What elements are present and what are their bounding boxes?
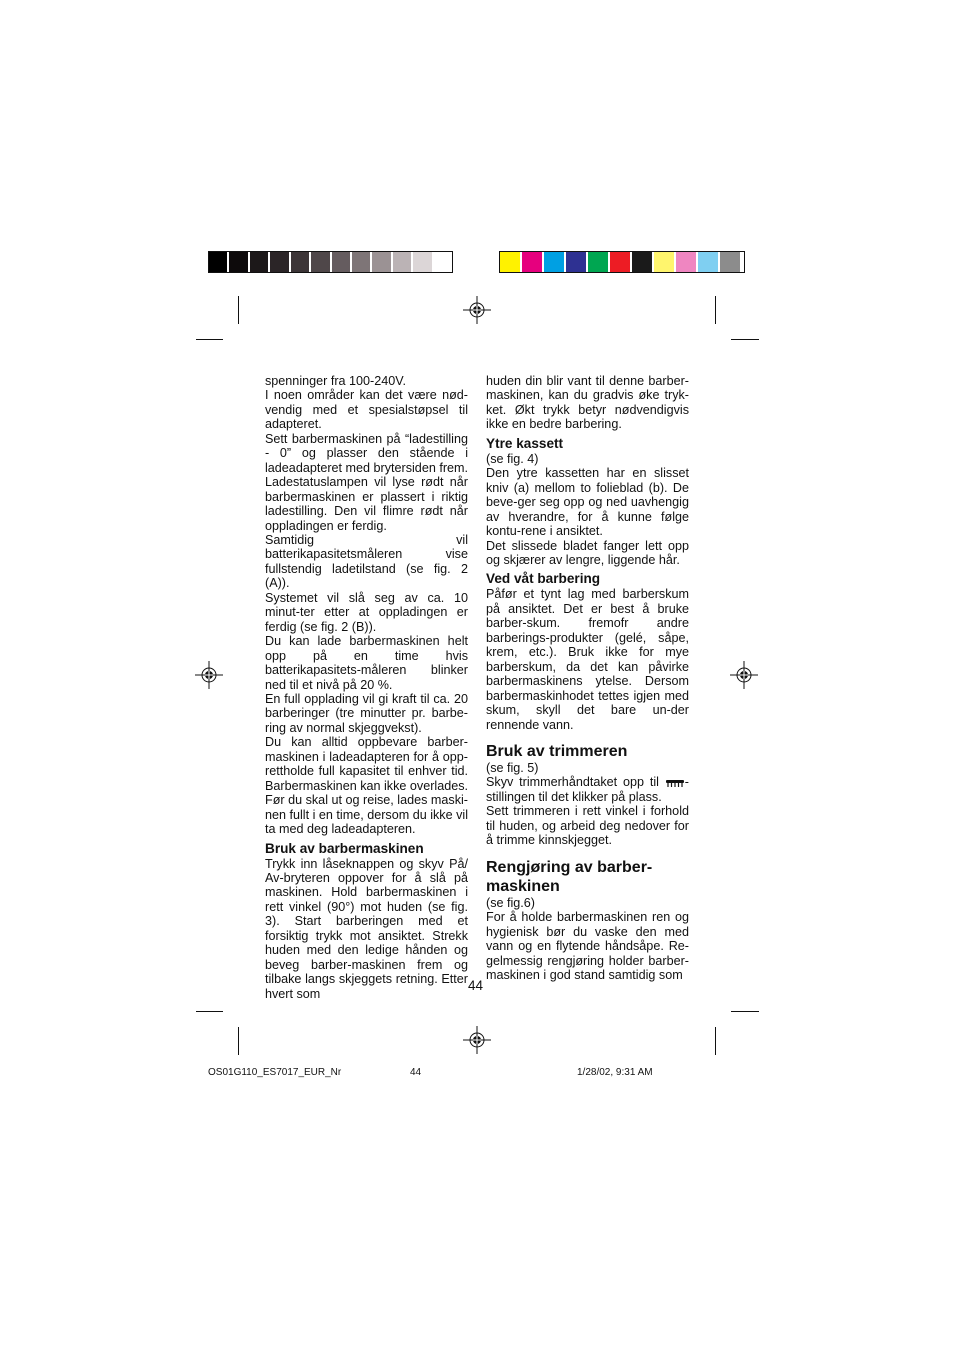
paragraph: Det slissede bladet fanger lett opp og skjærer av lengre, liggende hår. <box>486 538 689 567</box>
crop-mark <box>715 296 716 324</box>
process-swatch <box>588 252 608 272</box>
gray-swatch <box>311 252 329 272</box>
paragraph: Påfør et tynt lag med barberskum på ansiktet. Det er best å bruke barber-skum. fremofr andre barberings-produkter (gelé, såpe, krem, etc.). Bruk ikke for mye barberskum, da det kan påvirke barbermaskinens ytelse. Dersom barbermaskinhodet tettes igjen med skum, skyll det bare un-der rennende vann. <box>486 587 689 732</box>
gray-swatch <box>270 252 288 272</box>
gray-swatch <box>209 252 227 272</box>
gray-swatch <box>372 252 390 272</box>
footer-date: 1/28/02, 9:31 AM <box>577 1067 653 1078</box>
paragraph: Du kan alltid oppbevare barber-maskinen i ladeadapteren for å opp-rettholde full kapasitet til enhver tid. Barbermaskinen kan ikke overlades. Før du skal ut og reise, lades maski-nen fullt i en time, dersom du ikke vil ta med deg ladeadapteren. <box>265 735 469 837</box>
section-heading: Ytre kassett <box>486 435 564 451</box>
gray-swatch <box>250 252 268 272</box>
paragraph: Trykk inn låseknappen og skyv På/ Av-bryteren oppover for å slå på maskinen. Hold barbermaskinen i rett vinkel (90°) mot huden (se fig. 3). Start barberingen med et forsiktig trykk mot ansiktet. Strekk huden med den ledige hånden og beveg barber-maskinen frem og tilbake langs skjeggets retning. Etter hvert som <box>265 856 468 1001</box>
crop-mark <box>196 339 223 340</box>
paragraph: Systemet vil slå seg av ca. 10 minut-ter etter at oppladingen er ferdig (se fig. 2 (B)). <box>265 590 468 634</box>
footer-file-name: OS01G110_ES7017_EUR_Nr <box>208 1067 342 1078</box>
registration-mark-icon <box>463 296 491 324</box>
trimmer-icon <box>665 779 685 788</box>
paragraph: Du kan lade barbermaskinen helt opp på en time hvis batterikapasitets-måleren blinker ned til et nivå på 20 %. <box>265 634 468 692</box>
registration-mark-icon <box>195 661 223 689</box>
gray-swatch <box>291 252 309 272</box>
process-swatch <box>566 252 586 272</box>
paragraph: huden din blir vant til denne barber-maskinen, kan du gradvis øke tryk-ket. Økt trykk betyr nødvendigvis ikke en bedre barbering. <box>486 374 689 432</box>
gray-swatch <box>393 252 411 272</box>
paragraph: spenninger fra 100-240V. <box>265 374 406 388</box>
gray-swatch <box>434 252 452 272</box>
section-heading: Rengjøring av barber-maskinen <box>486 858 653 895</box>
process-swatch <box>632 252 652 272</box>
process-swatch <box>654 252 674 272</box>
crop-mark <box>715 1027 716 1055</box>
registration-mark-icon <box>463 1026 491 1054</box>
process-swatch <box>544 252 564 272</box>
process-swatch <box>522 252 542 272</box>
section-heading: Ved våt barbering <box>486 571 601 587</box>
paragraph: Den ytre kassetten har en slisset kniv (a) mellom to folieblad (b). De beve-ger seg opp og ned uavhengig av hverandre, for å kunne følge kontu-rene i ansiktet. <box>486 466 689 539</box>
crop-mark <box>731 1011 759 1012</box>
process-color-bar <box>499 251 745 273</box>
paragraph: Samtidig vil batterikapasitetsmåleren vise fullstendig ladetilstand (se fig. 2 (A)). <box>265 532 468 591</box>
gray-swatch <box>332 252 350 272</box>
right-text-column <box>486 374 689 982</box>
paragraph: (se fig.6) <box>486 895 535 910</box>
crop-mark <box>238 296 239 324</box>
registration-mark-icon <box>730 661 758 689</box>
paragraph: Sett trimmeren i rett vinkel i forhold til huden, og arbeid deg nedover for å trimme kinnskjegget. <box>486 804 689 848</box>
gray-swatch <box>229 252 247 272</box>
process-swatch <box>720 252 740 272</box>
section-heading: Bruk av trimmeren <box>486 742 628 760</box>
process-swatch <box>610 252 630 272</box>
paragraph-text: -stillingen til det klikker på plass. <box>486 775 689 804</box>
paragraph: I noen områder kan det være nød-vendig med et spesialstøpsel til adapteret. <box>265 388 468 432</box>
crop-mark <box>196 1011 223 1012</box>
footer-page: 44 <box>410 1067 422 1078</box>
paragraph <box>486 775 689 804</box>
paragraph: Sett barbermaskinen på “ladestilling - 0” og plasser den stående i ladeadapteret med brytersiden frem. Ladestatuslampen vil lyse rødt når barbermaskinen er plassert i riktig ladestilling. Den vil flimre rødt når oppladingen er ferdig. <box>265 431 469 533</box>
gray-color-bar <box>208 251 453 273</box>
crop-mark <box>238 1027 239 1055</box>
crop-mark <box>731 339 759 340</box>
paragraph: (se fig. 5) <box>486 760 539 775</box>
paragraph: For å holde barbermaskinen ren og hygienisk bør du vaske den med vann og en flytende håndsåpe. Re-gelmessig rengjøring holder barber-maskinen i god stand samtidig som <box>486 910 689 982</box>
paragraph: (se fig. 4) <box>486 451 539 466</box>
left-text-column <box>265 374 468 1001</box>
paragraph-text: Skyv trimmerhåndtaket opp til <box>486 775 665 790</box>
process-swatch <box>676 252 696 272</box>
paragraph: En full opplading vil gi kraft til ca. 20 barberinger (tre minutter pr. barbe-ring av normal skjeggvekst). <box>265 691 468 735</box>
section-heading: Bruk av barbermaskinen <box>265 840 424 856</box>
gray-swatch <box>352 252 370 272</box>
process-swatch <box>500 252 520 272</box>
process-swatch <box>698 252 718 272</box>
gray-swatch <box>413 252 431 272</box>
page-number: 44 <box>468 978 484 993</box>
